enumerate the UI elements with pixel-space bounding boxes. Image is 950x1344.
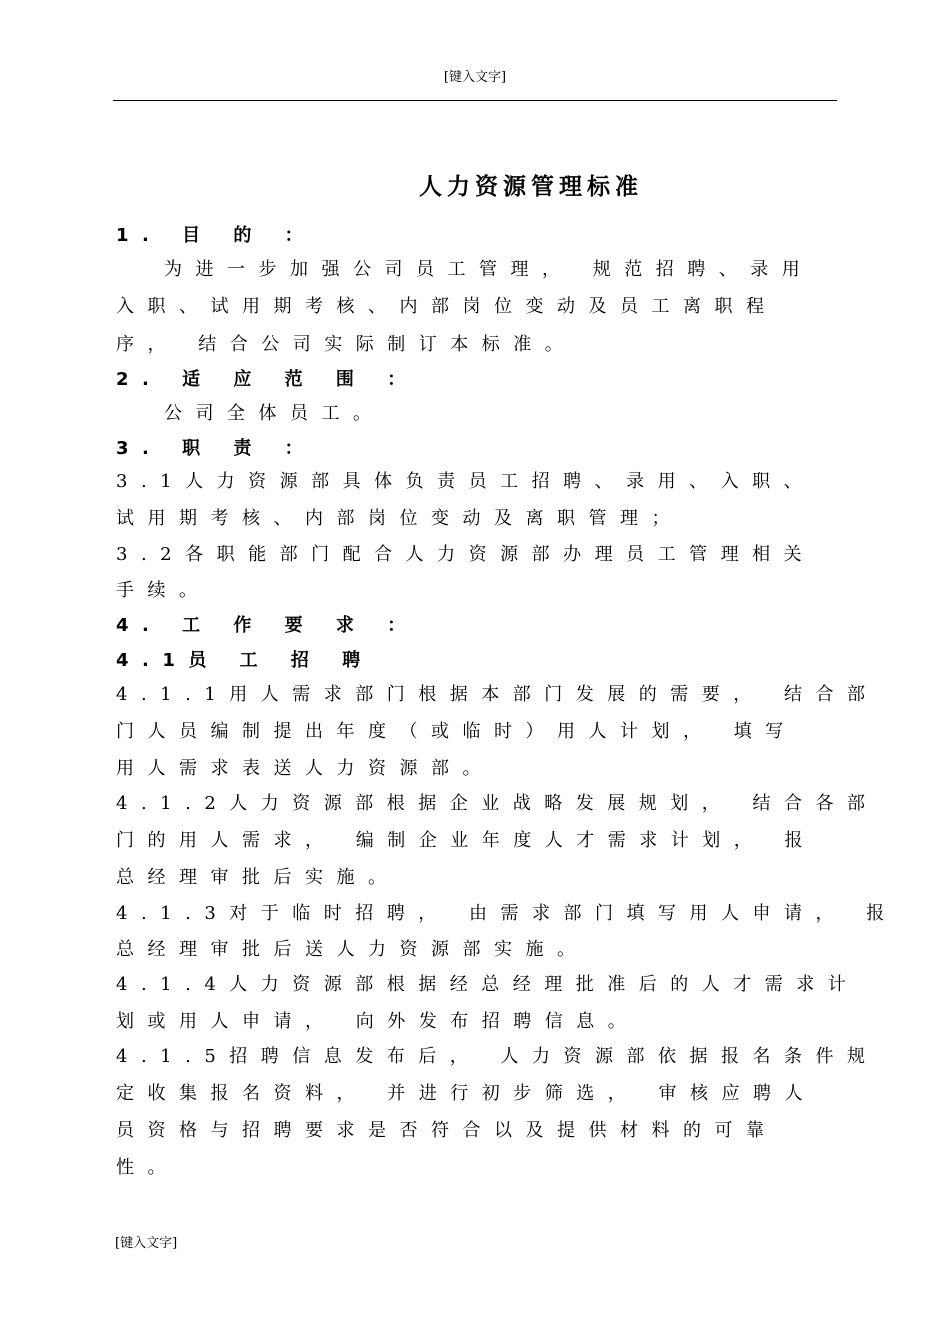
- paragraph-line: 门的用人需求， 编制企业年度人才需求计划， 报: [116, 830, 816, 851]
- header-rule: [113, 100, 837, 101]
- paragraph-line: 4.1.5招聘信息发布后， 人力资源部依据报名条件规: [116, 1046, 879, 1067]
- paragraph-line: 总经理审批后送人力资源部实施。: [116, 939, 589, 960]
- paragraph-line: 公司全体员工。: [164, 403, 385, 424]
- paragraph-line: 门人员编制提出年度（或临时）用人计划， 填写: [116, 721, 797, 742]
- paragraph-line: 4.1.2人力资源部根据企业战略发展规划， 结合各部: [116, 793, 879, 814]
- page-footer-text: [键入文字]: [115, 1236, 178, 1251]
- paragraph-line: 为进一步加强公司员工管理， 规范招聘、录用: [164, 259, 814, 280]
- paragraph-line: 4.1.4人力资源部根据经总经理批准后的人才需求计: [116, 974, 860, 995]
- paragraph-line: 总经理审批后实施。: [116, 867, 400, 888]
- paragraph-line: 用人需求表送人力资源部。: [116, 758, 494, 779]
- paragraph-line: 手续。: [116, 580, 211, 601]
- paragraph-line: 性。: [116, 1157, 179, 1178]
- paragraph-line: 3.1人力资源部具体负责员工招聘、录用、入职、: [116, 471, 816, 492]
- paragraph-line: 试用期考核、内部岗位变动及离职管理；: [116, 508, 683, 529]
- paragraph-line: 4.1.3对于临时招聘， 由需求部门填写用人申请， 报: [116, 903, 898, 924]
- paragraph-line: 4.1.1用人需求部门根据本部门发展的需要， 结合部: [116, 684, 879, 705]
- subsection-heading-recruitment: 4.1员 工 招 聘: [116, 650, 374, 671]
- section-heading-requirements: 4. 工 作 要 求 ：: [116, 615, 419, 636]
- paragraph-line: 入职、试用期考核、内部岗位变动及员工离职程: [116, 296, 778, 317]
- page-header-text: [键入文字]: [443, 70, 507, 85]
- paragraph-line: 定收集报名资料， 并进行初步筛选， 审核应聘人: [116, 1083, 816, 1104]
- paragraph-line: 3.2各职能部门配合人力资源部办理员工管理相关: [116, 544, 816, 565]
- paragraph-line: 划或用人申请， 向外发布招聘信息。: [116, 1011, 640, 1032]
- document-title: 人力资源管理标准: [419, 174, 643, 200]
- paragraph-line: 员资格与招聘要求是否符合以及提供材料的可靠: [116, 1120, 778, 1141]
- paragraph-line: 序， 结合公司实际制订本标准。: [116, 334, 577, 355]
- section-heading-duties: 3. 职 责 ：: [116, 438, 317, 459]
- section-heading-purpose: 1. 目 的 ：: [116, 225, 317, 246]
- section-heading-scope: 2. 适 应 范 围 ：: [116, 369, 419, 390]
